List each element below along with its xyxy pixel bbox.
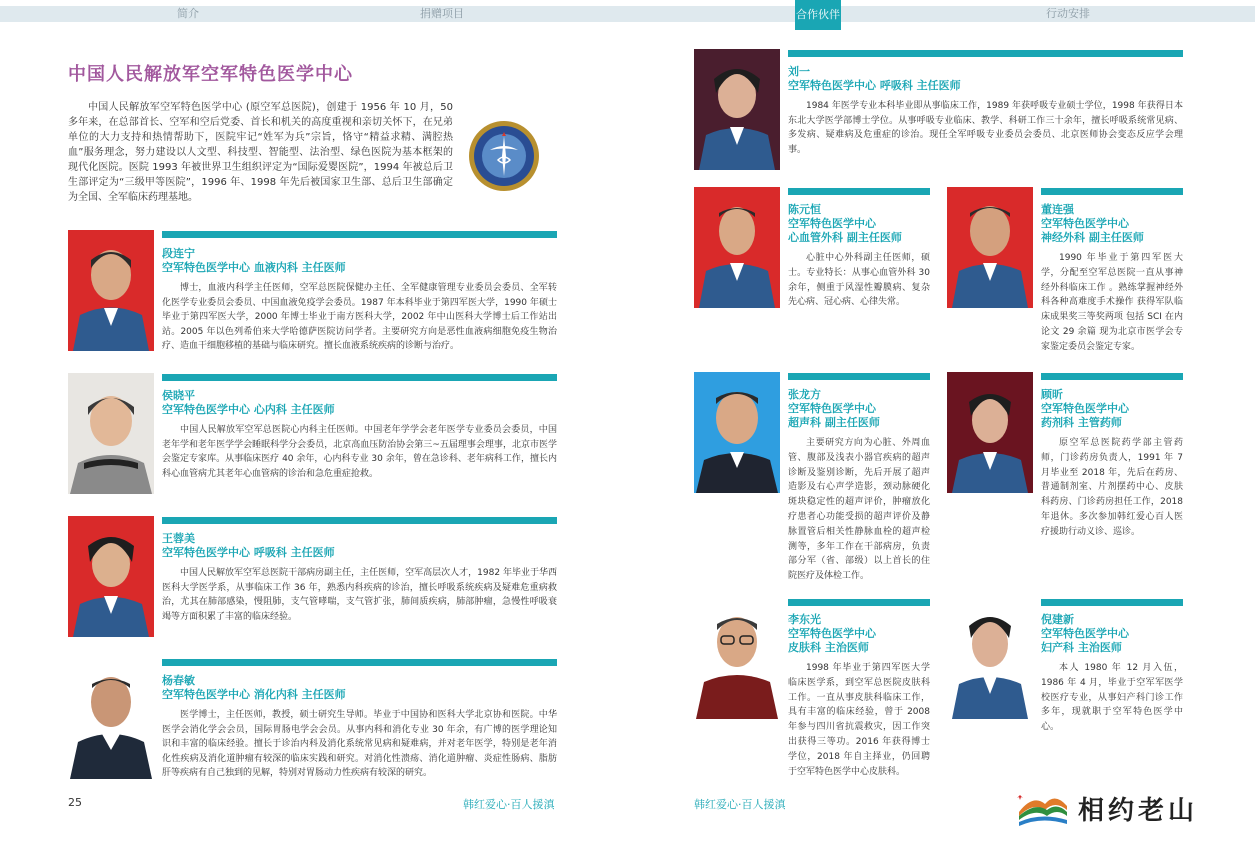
doctor-role: 空军特色医学中心 消化内科 主任医师: [162, 688, 346, 701]
doctor-role-line2: 药剂科 主管药师: [1041, 416, 1122, 429]
section-bar: [1041, 599, 1183, 606]
doctor-name: 陈元恒: [788, 203, 821, 216]
doctor-role-line2: 妇产科 主治医师: [1041, 641, 1122, 654]
intro-paragraph: 中国人民解放军空军特色医学中心 (原空军总医院)，创建于 1956 年 10 月，50 多年来，在总部首长、空军和空后党委、首长和机关的高度重视和亲切关怀下，在兄弟单位的大力支持和热情帮助下，医院牢记“姓军为兵”宗旨，恪守“精益求精、满腔热血”服务理念，努力建设以人文型、科技型、智能型、法治型、绿色医院为基本框架的现代化医院。医院 1993 年被世界卫生组织评定为“国际爱婴医院”，1994 年被总后卫生部评定为“三级甲等医院”，1996 年、1998 年先后被国家卫生部、总后卫生部确定为全国、全军临床药理基地。: [68, 102, 453, 203]
doctor-bio: 中国人民解放军空军总医院心内科主任医师。中国老年学学会老年医学专业委员会委员，中国老年学和老年医学学会睡眠科学分会委员，北京高血压防治协会第三~五届理事会理事，北京市医学会鉴定专家库。从事临床医疗 40 余年，心内科专业 30 余年，曾在急诊科、老年病科工作，擅长内科心血管病尤其老年心血管病的诊治和急危重症抢救。: [162, 425, 557, 479]
section-bar: [788, 373, 930, 380]
doctor-name: 杨春敏: [162, 674, 195, 687]
doctor-bio: 博士，血液内科学主任医师，空军总医院保健办主任、全军健康管理专业委员会委员、全军转化医学专业委员会委员、中国血液免疫学会委员。1987 年本科毕业于第四军医大学，1990 年硕士毕业于第四军医大学，2000 年博士毕业于南方医科大学，2002 年中山医科大学博士后工作站出站。2005 年以色列希伯来大学哈德萨医院访问学者。主要研究方向是恶性血液病细胞免疫生物治疗、造血干细胞移植的基础与临床研究。擅长血液系统疾病的诊断与治疗。: [162, 283, 557, 352]
doctor-photo: [68, 373, 154, 494]
doctor-name: 倪建新: [1041, 613, 1074, 626]
doctor-bio: 中国人民解放军空军总医院干部病房副主任，主任医师，空军高层次人才，1982 年毕业于华西医科大学医学系，从事临床工作 36 年，熟悉内科疾病的诊治，擅长呼吸系统疾病及疑难危重病救治，尤其在肺部感染，慢阻肺，支气管哮喘，支气管扩张，肺间质疾病，肺部肿瘤，急慢性呼吸衰竭等方面积累了丰富的临床经验。: [162, 568, 557, 622]
doctor-bio: 原空军总医院药学部主管药师，门诊药房负责人，1991 年 7 月毕业至 2018 年，先后在药房、普通制剂室、片剂摆药中心、皮肤科药房、门诊药房担任工作，2018 年退休。多次参加韩红爱心百人医疗援助行动义诊、巡诊。: [1041, 438, 1183, 537]
doctor-name: 侯晓平: [162, 389, 195, 402]
section-bar: [162, 517, 557, 524]
section-bar: [788, 188, 930, 195]
doctor-photo: [947, 598, 1033, 719]
doctor-role-line1: 空军特色医学中心: [788, 402, 876, 415]
doctor-bio: 1990 年毕业于第四军医大学，分配至空军总医院一直从事神经外科临床工作 。熟练掌握神经外科各种高难度手术操作 获得军队临床成果奖三等奖两项 包括 SCI 在内论文 29 余篇 现为北京市医学会专家鉴定委员会鉴定专家。: [1041, 253, 1183, 352]
doctor-bio: 医学博士，主任医师，教授，硕士研究生导师。毕业于中国协和医科大学北京协和医院。中华医学会消化学会会员，国际胃肠电学会会员。从事内科和消化专业 30 年余，有广博的医学理论知识和丰富的临床经验。擅长于诊治内科及消化系统常见病和疑难病，并对老年医学，特别是老年消化性疾病及消化道肿瘤有较深的临床实践和研究。对消化性溃疡、消化道肿瘤、炎症性肠病、脂肪肝等疾病有自己独到的见解，特别对胃肠动力性疾病有较深的研究。: [162, 710, 557, 779]
page-title: 中国人民解放军空军特色医学中心: [68, 64, 353, 85]
doctor-role: 空军特色医学中心 呼吸科 主任医师: [162, 546, 335, 559]
doctor-photo: [694, 187, 780, 308]
mountain-logo-icon: [1015, 788, 1069, 828]
doctor-name: 王蓉美: [162, 532, 195, 545]
page-number: 25: [68, 796, 82, 809]
doctor-photo: [694, 372, 780, 493]
section-bar: [162, 659, 557, 666]
doctor-role: 空军特色医学中心 血液内科 主任医师: [162, 261, 346, 274]
doctor-bio: 1984 年医学专业本科毕业即从事临床工作，1989 年获呼吸专业硕士学位，1998 年获得日本东北大学医学部博士学位。从事呼吸专业临床、教学、科研工作三十余年，擅长呼吸系统常见病、多发病、疑难病及危重症的诊治。现任全军呼吸专业委员会委员、北京医师协会变态反应学会理事。: [788, 101, 1183, 155]
doctor-role-line1: 空军特色医学中心: [788, 217, 876, 230]
doctor-name: 顾昕: [1041, 388, 1063, 401]
doctor-role-line1: 空军特色医学中心: [788, 627, 876, 640]
top-tab-bar: [0, 6, 1255, 22]
section-bar: [788, 599, 930, 606]
doctor-role: 空军特色医学中心 心内科 主任医师: [162, 403, 335, 416]
doctor-bio: 1998 年毕业于第四军医大学临床医学系，到空军总医院皮肤科工作。一直从事皮肤科临床工作，具有丰富的临床经验，曾于 2008 年参与四川省抗震救灾，因工作突出获得三等功。2016 年获得博士学位，2018 年自主择业，仍回聘于空军特色医学中心皮肤科。: [788, 663, 930, 777]
doctor-photo: [947, 372, 1033, 493]
tab-intro[interactable]: 简介: [177, 7, 199, 20]
section-bar: [1041, 188, 1183, 195]
doctor-photo: [68, 658, 154, 779]
doctor-bio: 本人 1980 年 12 月入伍，1986 年 4 月，毕业于空军军医学校医疗专业，从事妇产科门诊工作多年，现就职于空军特色医学中心。: [1041, 663, 1183, 733]
doctor-role-line2: 超声科 副主任医师: [788, 416, 880, 429]
doctor-role-line2: 皮肤科 主治医师: [788, 641, 869, 654]
doctor-role-line1: 空军特色医学中心: [1041, 627, 1129, 640]
doctor-bio: 心脏中心外科副主任医师，硕士。专业特长：从事心血管外科 30 余年，侧重于风湿性瓣膜病、复杂先心病、冠心病、心律失常。: [788, 253, 930, 308]
footer-slogan-right: 韩红爱心·百人援滇: [694, 798, 786, 811]
doctor-photo: [68, 230, 154, 351]
doctor-role-line1: 空军特色医学中心: [1041, 402, 1129, 415]
doctor-name: 李东光: [788, 613, 821, 626]
doctor-role-line1: 空军特色医学中心: [1041, 217, 1129, 230]
footer-slogan-left: 韩红爱心·百人援滇: [463, 798, 555, 811]
tab-action-schedule[interactable]: 行动安排: [1046, 7, 1090, 20]
section-bar: [162, 231, 557, 238]
tab-partners[interactable]: 合作伙伴: [795, 0, 841, 30]
doctor-photo: [694, 598, 780, 719]
hospital-emblem-icon: [468, 120, 540, 192]
section-bar: [788, 50, 1183, 57]
doctor-name: 张龙方: [788, 388, 821, 401]
tab-donation-projects[interactable]: 捐赠项目: [420, 7, 464, 20]
doctor-name: 段连宁: [162, 247, 195, 260]
section-bar: [162, 374, 557, 381]
doctor-photo: [947, 187, 1033, 308]
doctor-role: 空军特色医学中心 呼吸科 主任医师: [788, 79, 961, 92]
doctor-role-line2: 神经外科 副主任医师: [1041, 231, 1144, 244]
doctor-photo: [694, 49, 780, 170]
doctor-photo: [68, 516, 154, 637]
doctor-bio: 主要研究方向为心脏、外周血管、腹部及浅表小器官疾病的超声诊断及鉴别诊断，先后开展了超声造影及右心声学造影，颈动脉硬化斑块稳定性的超声评价，肿瘤放化疗患者心功能受损的超声评价及静脉置管后相关性静脉血栓的超声检测等，多年工作在干部病房，负责部分军（省、部级）以上首长的住院医疗及体检工作。: [788, 438, 930, 582]
doctor-name: 刘一: [788, 65, 810, 78]
doctor-name: 董连强: [1041, 203, 1074, 216]
section-bar: [1041, 373, 1183, 380]
logo-text: 相约老山: [1078, 796, 1199, 826]
doctor-role-line2: 心血管外科 副主任医师: [788, 231, 902, 244]
